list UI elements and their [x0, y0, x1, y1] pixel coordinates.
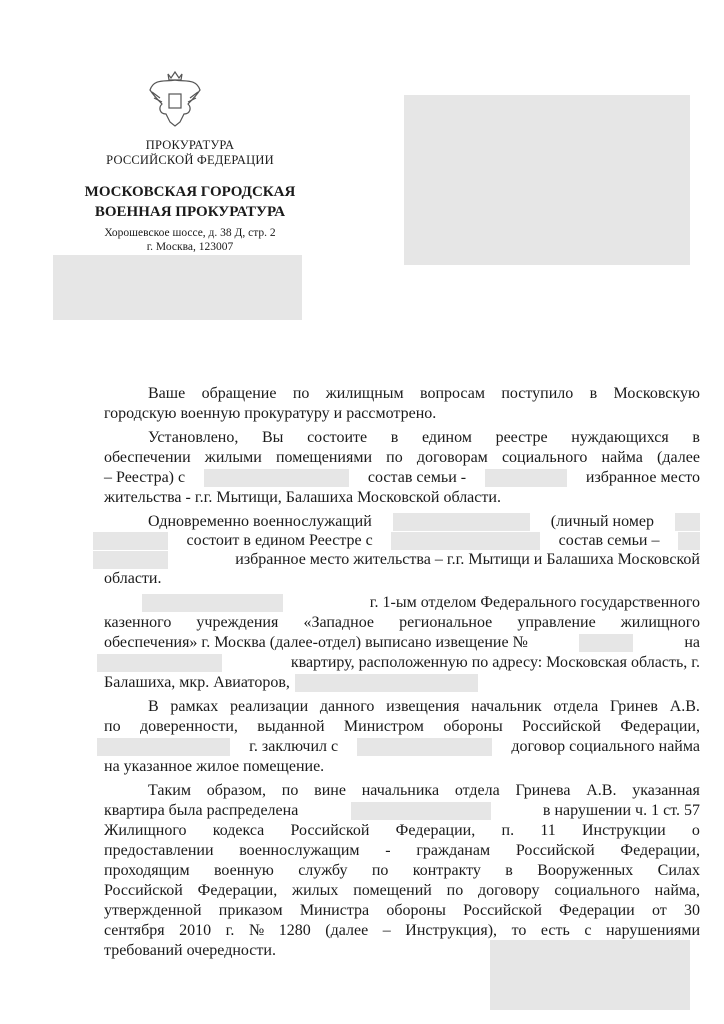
text-line	[148, 781, 700, 801]
redaction	[393, 513, 530, 531]
redaction	[93, 532, 168, 550]
text: требований очередности.	[104, 942, 276, 959]
text: по доверенности, выданной Министром обороны Российской Федерации,	[104, 718, 700, 735]
text-line	[104, 448, 700, 468]
redaction	[295, 674, 478, 692]
text-line	[104, 488, 700, 508]
text: области.	[104, 570, 162, 587]
text-line	[104, 468, 700, 488]
text: Таким образом, по вине начальника отдела Гринева А.В. указанная	[148, 782, 700, 799]
redaction	[97, 738, 230, 756]
text: утвержденной приказом Министра обороны Российской Федерации от 30	[104, 902, 700, 919]
text: избранное место жительства – г.г. Мытищи и Балашиха Московской	[235, 551, 700, 568]
text-line	[104, 941, 700, 961]
text-line	[104, 673, 700, 693]
text-line	[104, 757, 700, 777]
text: Установлено, Вы состоите в едином реестре нуждающихся в	[148, 429, 700, 446]
text: г. заключил с	[249, 738, 339, 755]
text-line	[104, 901, 700, 921]
text: – Реестра) с	[104, 469, 186, 486]
text: В рамках реализации данного извещения начальник отдела Гринев А.В.	[148, 698, 700, 715]
org-line-2: РОССИЙСКОЙ ФЕДЕРАЦИИ	[106, 153, 274, 167]
text-line	[104, 633, 700, 653]
text: избранное место	[585, 469, 700, 486]
text: обеспечения» г. Москва (далее-отдел) выписано извещение №	[104, 634, 528, 651]
address-line-1: Хорошевское шоссе, д. 38 Д, стр. 2	[104, 227, 276, 239]
redaction	[142, 594, 283, 612]
dept-line-2: ВОЕННАЯ ПРОКУРАТУРА	[94, 204, 286, 220]
dept-line-1: МОСКОВСКАЯ ГОРОДСКАЯ	[84, 184, 296, 200]
org-line-1: ПРОКУРАТУРА	[145, 138, 235, 152]
text: Ваше обращение по жилищным вопросам поступило в Московскую	[148, 385, 700, 402]
text-line	[148, 697, 700, 717]
redaction	[97, 654, 222, 672]
redaction	[579, 634, 633, 652]
redacted-recipient-block	[404, 95, 690, 265]
text-line	[104, 569, 700, 589]
redaction	[675, 513, 700, 531]
text: г. 1-ым отделом Федерального государственного	[369, 594, 700, 611]
text: сентября 2010 г. № 1280 (далее – Инструкция), то есть с нарушениями	[104, 922, 700, 939]
department-address	[60, 226, 320, 254]
text-line	[148, 384, 700, 404]
text: (личный номер	[550, 513, 655, 530]
coat-of-arms-icon	[146, 70, 204, 130]
text: в нарушении ч. 1 ст. 57	[542, 802, 700, 819]
text-line	[104, 801, 700, 821]
text-line	[104, 881, 700, 901]
redacted-reference-block	[53, 255, 302, 320]
text-line	[104, 921, 700, 941]
text-line	[104, 613, 700, 633]
text-line	[142, 593, 700, 613]
redaction	[357, 738, 492, 756]
text-line	[104, 861, 700, 881]
text-line	[104, 404, 700, 424]
text: жительства - г.г. Мытищи, Балашиха Московской области.	[104, 489, 501, 506]
text-line	[104, 717, 700, 737]
text: городскую военную прокуратуру и рассмотрено.	[104, 405, 437, 422]
text: Одновременно военнослужащий	[148, 513, 372, 530]
text: состав семьи -	[367, 469, 467, 486]
text: квартиру, расположенную по адресу: Московская область, г.	[290, 654, 700, 671]
text: предоставлении военнослужащим - гражданам Российской Федерации,	[104, 842, 700, 859]
address-line-2: г. Москва, 123007	[146, 241, 234, 253]
text-line	[93, 531, 700, 551]
text-line	[148, 428, 700, 448]
redaction	[351, 802, 491, 820]
text: квартира была распределена	[104, 802, 299, 819]
text: на указанное жилое помещение.	[104, 758, 325, 775]
text-line	[104, 841, 700, 861]
text: состав семьи –	[558, 532, 660, 549]
department-title	[60, 182, 320, 222]
redaction	[204, 469, 349, 487]
text: проходящим военную службу по контракту в Вооруженных Силах	[104, 862, 700, 879]
text: Балашиха, мкр. Авиаторов,	[104, 674, 290, 691]
text-line	[148, 512, 700, 532]
text: Жилищного кодекса Российской Федерации, п. 11 Инструкции о	[104, 822, 700, 839]
text-line	[104, 821, 700, 841]
redaction	[391, 532, 540, 550]
text: Российской Федерации, жилых помещений по договору социального найма,	[104, 882, 700, 899]
text: на	[684, 634, 700, 651]
text: состоит в едином Реестре с	[186, 532, 373, 549]
text-line	[97, 653, 700, 673]
text-line	[93, 550, 700, 570]
redaction	[485, 469, 567, 487]
redaction	[93, 551, 168, 569]
text: казенного учреждения «Западное региональное управление жилищного	[104, 614, 700, 631]
text-line	[97, 737, 700, 757]
text: обеспечении жилыми помещениями по договорам социального найма (далее	[104, 449, 700, 466]
prosecutor-office-title	[60, 138, 320, 168]
text: договор социального найма	[511, 738, 700, 755]
redaction	[678, 532, 700, 550]
